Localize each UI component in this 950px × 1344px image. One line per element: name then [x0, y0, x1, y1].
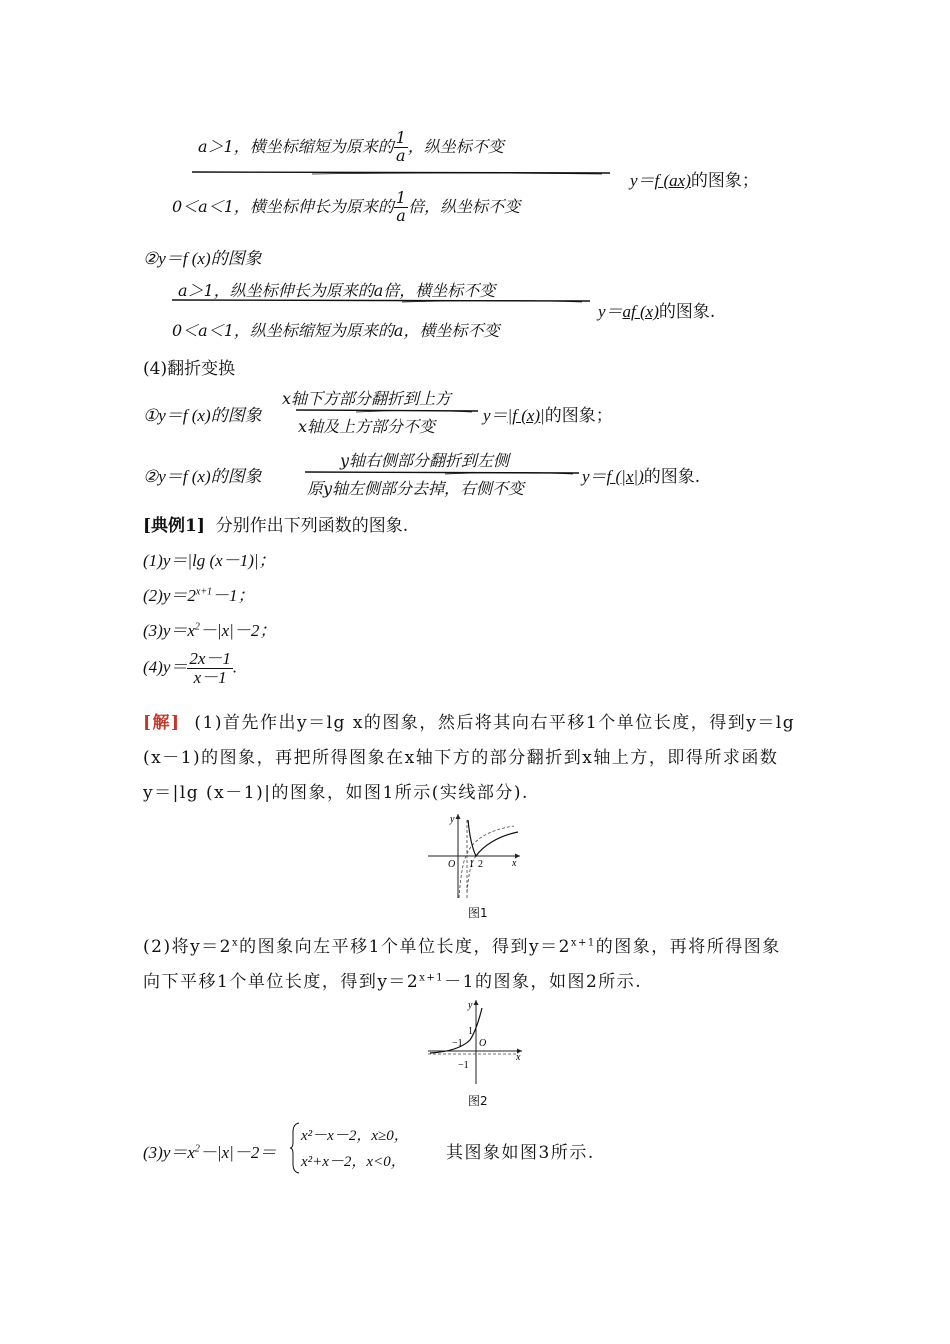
- solution-p1-line3: y＝|lg (x－1)|的图象，如图1所示(实线部分).: [143, 783, 529, 803]
- example-prompt: 分别作出下列函数的图象.: [215, 516, 409, 536]
- solution-text: (3)y＝x: [143, 1143, 195, 1162]
- fraction-denominator: a: [396, 205, 406, 225]
- result-suffix: 的图象.: [658, 302, 716, 322]
- condition-bottom: 0＜a＜1，纵坐标缩短为原来的a，横坐标不变: [172, 321, 500, 340]
- solution-p2-line2: [143, 967, 642, 992]
- result-suffix: 的图象；: [544, 406, 613, 426]
- solution-text: (2)将y＝2: [143, 937, 233, 957]
- condition-text: 倍，纵坐标不变: [408, 196, 521, 216]
- result-prefix: y＝: [483, 406, 508, 425]
- solution-text: －|x|－2＝: [199, 1143, 277, 1162]
- tick-label-y: 1: [468, 1026, 473, 1037]
- result-prefix: y＝: [582, 467, 607, 486]
- piecewise-case-1: x²－x－2，x≥0，: [301, 1128, 409, 1144]
- result-suffix: 的图象；: [690, 171, 759, 191]
- condition-top: a＞1，纵坐标伸长为原来的a倍，横坐标不变: [178, 281, 496, 300]
- fold-item-1-label: ①y＝f (x)的图象: [143, 406, 262, 425]
- transform-arrow: [192, 170, 612, 176]
- result-expression: af (x): [622, 302, 659, 321]
- condition-a-gt-1: [198, 130, 504, 165]
- question-text: (4)y＝: [143, 657, 188, 677]
- condition-bottom: x轴及上方部分不变: [298, 417, 436, 436]
- solution-tag: [解]: [143, 713, 181, 733]
- fraction-numerator: 1: [395, 188, 407, 207]
- question-exponent: 2: [194, 621, 200, 633]
- condition-bottom: 原y轴左侧部分去掉，右侧不变: [307, 479, 525, 498]
- question-text: .: [232, 657, 238, 677]
- figure-1-graph: [428, 810, 528, 902]
- y-axis-arrow: [456, 814, 461, 819]
- question-2: [143, 581, 255, 606]
- fraction-one-over-a: [394, 190, 408, 225]
- question-4-fraction: [187, 650, 233, 687]
- result-suffix: 的图象.: [643, 467, 701, 487]
- exponent: x: [232, 937, 240, 949]
- question-1: (1)y＝|lg (x－1)|；: [143, 551, 276, 570]
- question-4: [143, 650, 237, 687]
- section-title: (4)翻折变换: [143, 359, 236, 379]
- origin-label: O: [448, 859, 456, 870]
- tick-label-neg-y: −1: [458, 1060, 469, 1071]
- piecewise-brace: [289, 1122, 301, 1174]
- solution-p3-lhs: [143, 1138, 276, 1163]
- result-y-f-ax: [630, 166, 759, 191]
- question-3: [143, 616, 276, 641]
- condition-top: y轴右侧部分翻折到左侧: [340, 451, 510, 470]
- condition-top: x轴下方部分翻折到上方: [282, 389, 452, 408]
- fold-item-2-label: ②y＝f (x)的图象: [143, 467, 262, 486]
- piecewise-case-2: x²+x－2，x<0，: [301, 1154, 406, 1170]
- solution-p1-line1: [143, 708, 795, 733]
- condition-text: ，纵坐标不变: [407, 136, 504, 156]
- fraction-denominator: a: [396, 145, 406, 165]
- tick-label: 1: [469, 859, 474, 870]
- origin-label: O: [479, 1038, 487, 1049]
- figure-1-caption: 图1: [468, 906, 488, 920]
- solution-text: 的图象，再将所得图象: [595, 937, 781, 957]
- figure-2-caption: 图2: [468, 1094, 488, 1108]
- x-axis-label: x: [516, 1052, 521, 1063]
- solution-p2-line1: [143, 932, 781, 957]
- example-header: [143, 511, 408, 536]
- question-text: (2)y＝2: [143, 586, 196, 605]
- exponent: 2: [194, 1143, 200, 1155]
- result-f-abs-x: [582, 462, 700, 487]
- result-prefix: y＝: [630, 171, 655, 190]
- result-expression: |f (x)|: [507, 406, 545, 425]
- transform-arrow: [172, 298, 592, 304]
- solution-text: 的图象向左平移1个单位长度，得到y＝2: [239, 937, 571, 957]
- y-axis-arrow: [474, 1000, 479, 1005]
- fraction-denominator: x－1: [193, 667, 227, 687]
- condition-a-lt-1: [172, 190, 520, 225]
- fraction-numerator: 1: [395, 128, 406, 147]
- solution-text: (1)首先作出y＝lg x的图象，然后将其向右平移1个单位长度，得到y＝lg: [194, 713, 796, 733]
- result-expression: f (ax): [654, 171, 691, 190]
- figure-2-graph: [428, 996, 528, 1088]
- tick-label: 2: [478, 859, 483, 870]
- question-text: －1；: [212, 586, 255, 605]
- y-axis-label: y: [450, 814, 455, 825]
- exponent: x+1: [570, 937, 596, 949]
- y-axis-label: y: [468, 1000, 473, 1011]
- exponent: x+1: [419, 972, 445, 984]
- result-abs-f: [483, 401, 613, 426]
- condition-text: a＞1，横坐标缩短为原来的: [198, 136, 394, 156]
- result-prefix: y＝: [598, 302, 623, 321]
- solution-p1-line2: (x－1)的图象，再把所得图象在x轴下方的部分翻折到x轴上方，即得所求函数: [143, 748, 779, 768]
- item-2-label: ②y＝f (x)的图象: [143, 249, 262, 268]
- fraction-one-over-a: [394, 130, 408, 165]
- question-exponent: x+1: [195, 586, 213, 598]
- fraction-numerator: 2x－1: [189, 649, 231, 668]
- condition-text: 0＜a＜1，横坐标伸长为原来的: [172, 196, 394, 216]
- result-y-af-x: [598, 297, 715, 322]
- question-text: －|x|－2；: [199, 621, 277, 640]
- solution-text: 向下平移1个单位长度，得到y＝2: [143, 972, 420, 992]
- question-text: (3)y＝x: [143, 621, 195, 640]
- result-expression: f (|x|): [606, 467, 644, 486]
- solution-p3-post: 其图象如图3所示.: [446, 1143, 595, 1163]
- example-tag: [典例1]: [143, 516, 205, 536]
- tick-label-neg-x: −1: [452, 1038, 463, 1049]
- solution-text: －1的图象，如图2所示.: [444, 972, 643, 992]
- x-axis-label: x: [512, 858, 517, 869]
- solution-curve: [468, 820, 518, 856]
